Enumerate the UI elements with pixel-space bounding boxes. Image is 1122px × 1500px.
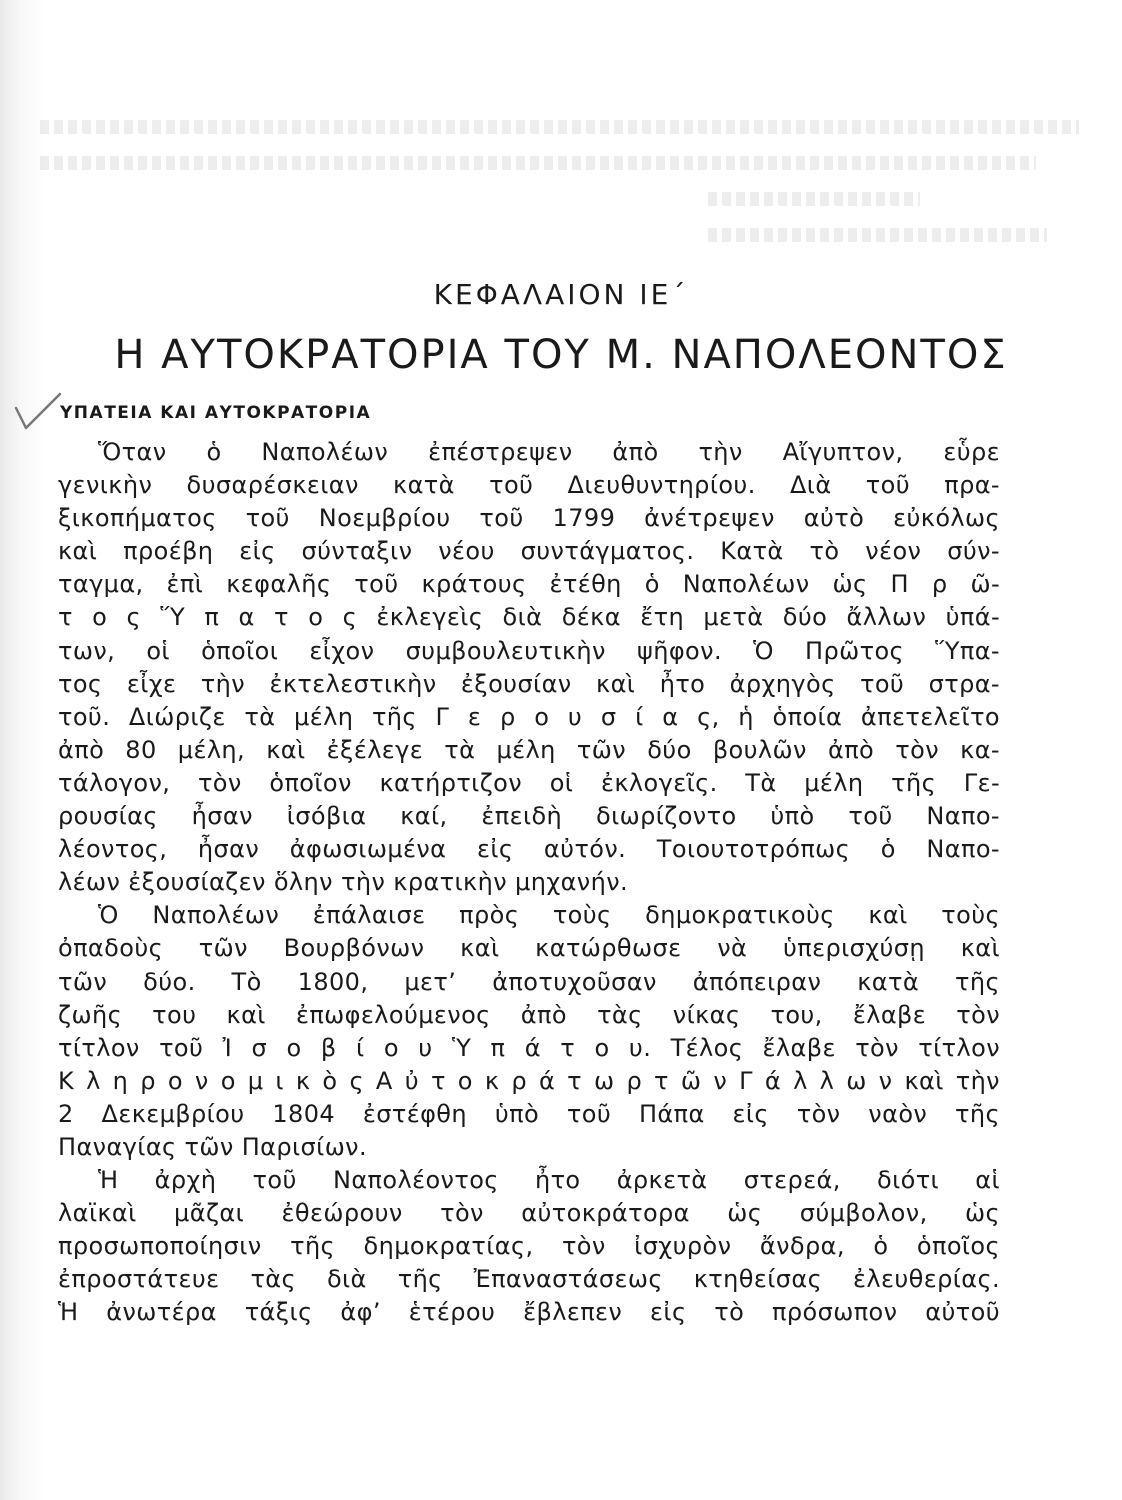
text-line: λαϊκαὶ μᾶζαι ἐθεώρουν τὸν αὐτοκράτορα ὡς σύμβολον, ὡς: [58, 1199, 1000, 1228]
text-line: γενικὴν δυσαρέσκειαν κατὰ τοῦ Διευθυντηρίου. Διὰ τοῦ πρα-: [58, 471, 1000, 500]
text-line: των, οἱ ὁποῖοι εἶχον συμβουλευτικὴν ψῆφον. Ὁ Πρῶτος Ὕπα-: [58, 636, 1000, 665]
text-line: τάλογον, τὸν ὁποῖον κατήρτιζον οἱ ἐκλογεῖς. Τὰ μέλη τῆς Γε-: [58, 768, 1000, 797]
text-line: τῶν δύο. Τὸ 1800, μετ’ ἀποτυχοῦσαν ἀπόπειραν κατὰ τῆς: [58, 967, 1000, 996]
text-line: 2 Δεκεμβρίου 1804 ἐστέφθη ὑπὸ τοῦ Πάπα εἰς τὸν ναὸν τῆς: [58, 1099, 1000, 1128]
text-line: ρουσίας ἦσαν ἰσόβια καί, ἐπειδὴ διωρίζοντο ὑπὸ τοῦ Ναπο-: [58, 802, 1000, 831]
text-line: τ ο ς Ὕ π α τ ο ς ἐκλεγεὶς διὰ δέκα ἔτη μετὰ δύο ἄλλων ὑπά-: [58, 603, 1000, 632]
text-line: Ἡ ἀνωτέρα τάξις ἀφ’ ἑτέρου ἔβλεπεν εἰς τὸ πρόσωπον αὐτοῦ: [58, 1298, 1000, 1327]
text-line: Παναγίας τῶν Παρισίων.: [58, 1132, 368, 1161]
text-line: ἐπροστάτευε τὰς διὰ τῆς Ἐπαναστάσεως κτηθείσας ἐλευθερίας.: [58, 1265, 1000, 1294]
text-line: ταγμα, ἐπὶ κεφαλῆς τοῦ κράτους ἐτέθη ὁ Ναπολέων ὡς Π ρ ῶ-: [58, 570, 1000, 599]
text-line: Κ λ η ρ ο ν ο μ ι κ ὸ ς Α ὐ τ ο κ ρ ά τ ω ρ τ ῶ ν Γ ά λ λ ω ν καὶ τὴν: [58, 1066, 1000, 1095]
text-line: ζωῆς του καὶ ἐπωφελούμενος ἀπὸ τὰς νίκας του, ἔλαβε τὸν: [58, 1000, 1000, 1029]
text-line: Ὁ Ναπολέων ἐπάλαισε πρὸς τοὺς δημοκρατικοὺς καὶ τοὺς: [98, 901, 1000, 930]
text-line: λέων ἐξουσίαζεν ὅλην τὴν κρατικὴν μηχανήν.: [58, 868, 629, 897]
text-line: λέοντος, ἦσαν ἀφωσιωμένα εἰς αὐτόν. Τοιουτοτρόπως ὁ Ναπο-: [58, 835, 1000, 864]
text-line: Ὅταν ὁ Ναπολέων ἐπέστρεψεν ἀπὸ τὴν Αἴγυπτον, εὗρε: [98, 438, 1000, 466]
text-line: ὀπαδοὺς τῶν Βουρβόνων καὶ κατώρθωσε νὰ ὑπερισχύσῃ καὶ: [58, 934, 1000, 963]
text-line: προσωποποίησιν τῆς δημοκρατίας, τὸν ἰσχυρὸν ἄνδρα, ὁ ὁποῖος: [58, 1232, 1000, 1261]
body-text: [58, 436, 1000, 1330]
text-line: Ἡ ἀρχὴ τοῦ Ναπολέοντος ἦτο ἀρκετὰ στερεά, διότι αἱ: [98, 1166, 1000, 1195]
text-line: τος εἶχε τὴν ἐκτελεστικὴν ἐξουσίαν καὶ ἦτο ἀρχηγὸς τοῦ στρα-: [58, 669, 1000, 698]
text-line: ξικοπήματος τοῦ Νοεμβρίου τοῦ 1799 ἀνέτρεψεν αὐτὸ εὐκόλως: [58, 504, 1000, 533]
chapter-title: Η ΑΥΤΟΚΡΑΤΟΡΙΑ ΤΟΥ Μ. ΝΑΠΟΛΕΟΝΤΟΣ: [114, 332, 1008, 378]
text-line: τοῦ. Διώριζε τὰ μέλη τῆς Γ ε ρ ο υ σ ί α ς, ἡ ὁποία ἀπετελεῖτο: [58, 702, 1000, 731]
bleed-through-text: [40, 120, 1100, 300]
handwritten-check-mark-icon: [12, 390, 62, 440]
chapter-label: ΚΕΦΑΛΑΙΟΝ ΙΕ΄: [433, 278, 689, 311]
text-line: ἀπὸ 80 μέλη, καὶ ἐξέλεγε τὰ μέλη τῶν δύο βουλῶν ἀπὸ τὸν κα-: [58, 735, 1000, 764]
text-line: τίτλον τοῦ Ἰ σ ο β ί ο υ Ὑ π ά τ ο υ. Τέλος ἔλαβε τὸν τίτλον: [58, 1033, 1000, 1062]
section-heading: ΥΠΑΤΕΙΑ ΚΑΙ ΑΥΤΟΚΡΑΤΟΡΙΑ: [60, 403, 372, 423]
text-line: καὶ προέβη εἰς σύνταξιν νέου συντάγματος. Κατὰ τὸ νέον σύν-: [58, 537, 1000, 566]
